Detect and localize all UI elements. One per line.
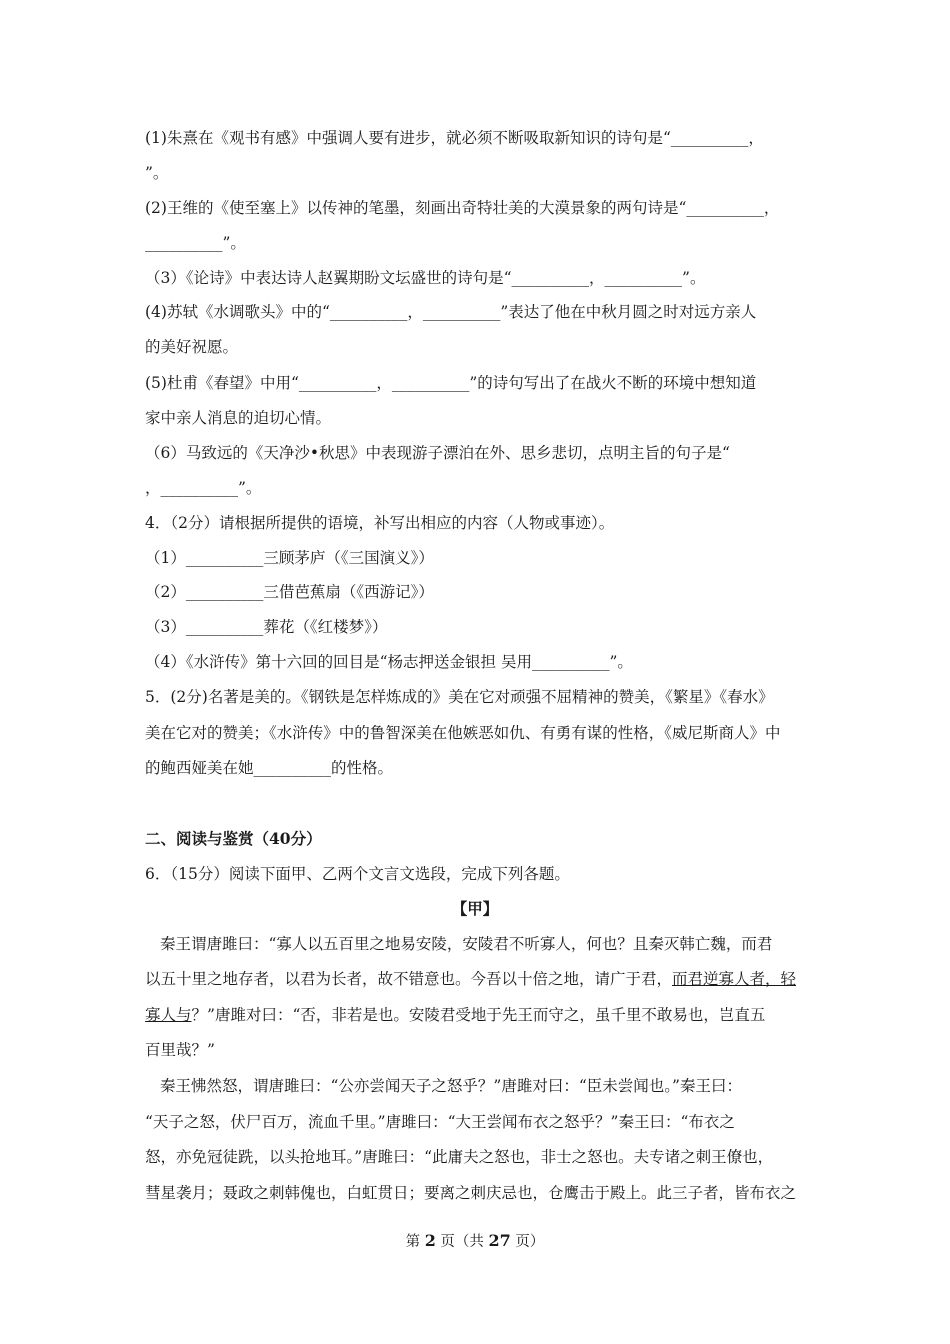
footer-text: 第 [405, 1234, 425, 1250]
q4-stem: 4．（2分）请根据所提供的语境，补写出相应的内容（人物或事迹）。 [145, 514, 615, 532]
q5-line-2: 美在它对的赞美；《水浒传》中的鲁智深美在他嫉恶如仇、有勇有谋的性格，《威尼斯商人》中 [145, 724, 781, 742]
underlined-sentence-part-2: 寡人与 [145, 1006, 192, 1024]
q4-item-4: （4）《水浒传》第十六回的回目是“杨志押送金银担 吴用__________”。 [145, 653, 633, 671]
total-pages: 27 [488, 1231, 511, 1250]
q4-item-1: （1）__________三顾茅庐（《三国演义》） [145, 549, 434, 567]
q5-line-1: 5．(2分)名著是美的。《钢铁是怎样炼成的》美在它对顽强不屈精神的赞美，《繁星》《春水》 [145, 688, 774, 706]
passage-text: ？”唐雎对曰：“否，非若是也。安陵君受地于先王而守之，虽千里不敢易也，岂直五 [191, 1006, 766, 1024]
q3-item-3: （3）《论诗》中表达诗人赵翼期盼文坛盛世的诗句是“__________，__________”。 [145, 269, 706, 287]
q3-item-5-line-1: (5)杜甫《春望》中用“__________，__________”的诗句写出了在战火不断的环境中想知道 [145, 374, 757, 392]
underlined-sentence-part-1: 而君逆寡人者，轻 [672, 970, 797, 988]
passage-p2-line-2: “天子之怒，伏尸百万，流血千里。”唐雎曰：“大王尝闻布衣之怒乎？”秦王曰：“布衣之 [145, 1113, 735, 1131]
passage-p1-line-2 [145, 969, 796, 989]
q3-item-2-line-1: (2)王维的《使至塞上》以传神的笔墨，刻画出奇特壮美的大漠景象的两句诗是“__________， [145, 199, 780, 217]
q4-item-3: （3）__________葬花（《红楼梦》） [145, 618, 388, 636]
section-title: 二、阅读与鉴赏（40分） [145, 829, 322, 848]
passage-p2-line-3: 怒，亦免冠徒跣，以头抢地耳。”唐雎曰：“此庸夫之怒也，非士之怒也。夫专诸之刺王僚也， [145, 1148, 774, 1166]
q3-item-5-line-2: 家中亲人消息的迫切心情。 [145, 409, 332, 427]
passage-p1-line-1: 秦王谓唐雎曰：“寡人以五百里之地易安陵，安陵君不听寡人，何也？且秦灭韩亡魏，而君 [160, 935, 773, 953]
page-number: 2 [424, 1231, 436, 1250]
q6-stem: 6．（15分）阅读下面甲、乙两个文言文选段，完成下列各题。 [145, 865, 570, 883]
q3-item-6-line-1: （6）马致远的《天净沙•秋思》中表现游子漂泊在外、思乡悲切，点明主旨的句子是“ [145, 444, 730, 462]
q3-item-2-line-2: __________”。 [145, 234, 246, 252]
q3-item-1-line-2: ”。 [145, 164, 169, 182]
footer-text: 页） [510, 1234, 545, 1250]
q3-item-4-line-1: (4)苏轼《水调歌头》中的“__________，__________”表达了他在中秋月圆之时对远方亲人 [145, 303, 757, 321]
q3-item-1-line-1: (1)朱熹在《观书有感》中强调人要有进步，就必须不断吸取新知识的诗句是“__________， [145, 129, 764, 147]
footer-text: 页（共 [435, 1234, 489, 1250]
passage-p1-line-3 [145, 1005, 765, 1025]
q4-item-2: （2）__________三借芭蕉扇（《西游记》） [145, 583, 434, 601]
page-footer [0, 1230, 950, 1251]
passage-p2-line-4: 彗星袭月；聂政之刺韩傀也，白虹贯日；要离之刺庆忌也，仓鹰击于殿上。此三子者，皆布衣之 [145, 1184, 797, 1202]
passage-title: 【甲】 [451, 899, 499, 918]
passage-p1-line-4: 百里哉？” [145, 1041, 215, 1059]
q3-item-4-line-2: 的美好祝愿。 [145, 338, 239, 356]
q3-item-6-line-2: ，__________”。 [145, 479, 262, 497]
q5-line-3: 的鲍西娅美在她__________的性格。 [145, 759, 394, 777]
passage-p2-line-1: 秦王怫然怒，谓唐雎曰：“公亦尝闻天子之怒乎？”唐雎对曰：“臣未尝闻也。”秦王曰： [160, 1077, 742, 1095]
passage-text: 以五十里之地存者，以君为长者，故不错意也。今吾以十倍之地，请广于君， [145, 970, 673, 988]
